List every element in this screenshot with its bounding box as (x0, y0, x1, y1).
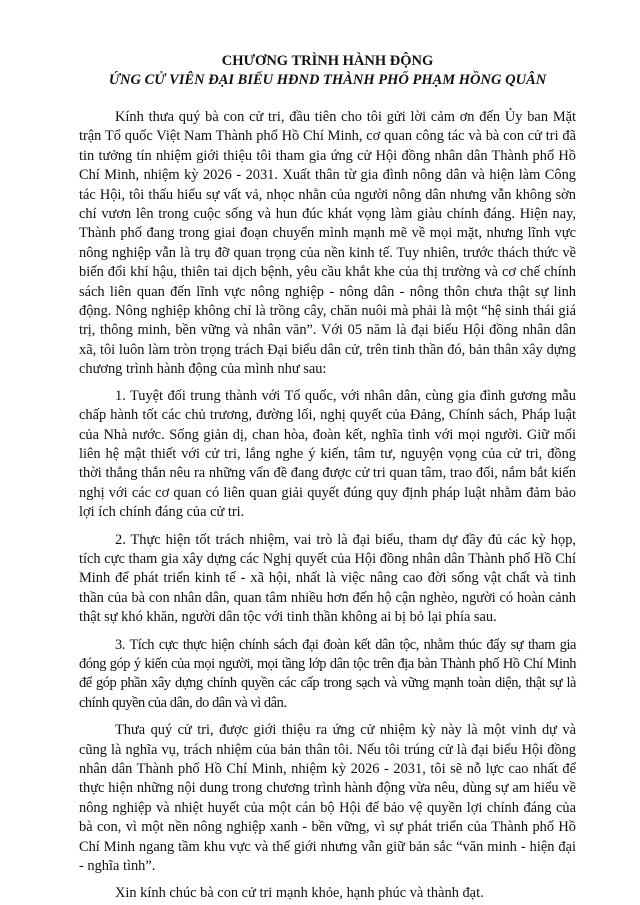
closing-paragraph: Thưa quý cử tri, được giới thiệu ra ứng cử nhiệm kỳ này là một vinh dự và cũng là nghĩa vụ, trách nhiệm của bản thân tôi. Nếu tôi trúng cử là đại biểu Hội đồng nhân dân Thành phố Hồ Chí Minh, nhiệm kỳ 2026 - 2031, tôi sẽ nỗ lực cao nhất để thực hiện những nội dung trong chương trình hành động vừa nêu, dùng sự am hiểu về nông nghiệp và nhiệt huyết của một cán bộ Hội để bảo vệ quyền lợi chính đáng của bà con, vì một nền nông nghiệp xanh - bền vững, vì sự phát triển của Thành phố Hồ Chí Minh ngang tầm khu vực và thế giới nhưng vẫn giữ bản sắc “văn minh - hiện đại - nghĩa tình”. (79, 722, 576, 875)
item-2-paragraph: 2. Thực hiện tốt trách nhiệm, vai trò là đại biểu, tham dự đầy đủ các kỳ họp, tích cực tham gia xây dựng các Nghị quyết của Hội đồng nhân dân Thành phố Hồ Chí Minh để phát triển kinh tế - xã hội, nhất là việc nâng cao đời sống vật chất và tinh thần của bà con nhân dân, quan tâm nhiều hơn đến hộ cận nghèo, người có hoàn cảnh thật sự khó khăn, người dân tộc với tinh thần không ai bị bỏ lại phía sau. (79, 531, 576, 626)
intro-paragraph: Kính thưa quý bà con cử tri, đầu tiên cho tôi gửi lời cảm ơn đến Ủy ban Mặt trận Tổ quốc Việt Nam Thành phố Hồ Chí Minh, cơ quan công tác và bà con cử tri đã tin tưởng tín nhiệm giới thiệu tôi tham gia ứng cử Hội đồng nhân dân Thành phố Hồ Chí Minh, nhiệm kỳ 2026 - 2031. Xuất thân từ gia đình nông dân và hiện làm Công tác Hội, tôi thấu hiểu sự vất vả, nhọc nhằn của người nông dân nhưng vẫn không sờn chí vươn lên trong cuộc sống và hun đúc khát vọng làm giàu chính đáng. Hiện nay, Thành phố đang trong giai đoạn chuyển mình mạnh mẽ về mọi mặt, nhưng lĩnh vực nông nghiệp vẫn là trụ đỡ quan trọng của nền kinh tế. Tuy nhiên, trước thách thức về biến đổi khí hậu, thiên tai dịch bệnh, yêu cầu khắt khe của thị trường và cơ chế chính sách liên quan đến lĩnh vực nông nghiệp - nông dân - nông thôn chưa thật sự linh động. Nông nghiệp không chỉ là trồng cây, chăn nuôi mà phải là một “hệ sinh thái giá trị, thông minh, bền vững và nhân văn”. Với 05 năm là đại biểu Hội đồng nhân dân xã, tôi luôn làm tròn trọng trách Đại biểu dân cử, trên tinh thần đó, bản thân xây dựng chương trình hành động của mình như sau: (79, 109, 576, 378)
item-1-paragraph: 1. Tuyệt đối trung thành với Tổ quốc, với nhân dân, cùng gia đình gương mẫu chấp hành tốt các chủ trương, đường lối, nghị quyết của Đảng, Chính sách, Pháp luật của Nhà nước. Sống giản dị, chan hòa, đoàn kết, nghĩa tình với mọi người. Giữ mối liên hệ mật thiết với cử tri, lắng nghe ý kiến, tâm tư, nguyện vọng của cử tri, đồng thời thẳng thắn nêu ra những vấn đề đang được cử tri quan tâm, trao đổi, nắm bắt kiến nghị với các cơ quan có liên quan giải quyết đúng quy định pháp luật nhằm đảm bảo lợi ích chính đáng của cử tri. (79, 387, 576, 521)
wishes-paragraph: Xin kính chúc bà con cử tri mạnh khỏe, hạnh phúc và thành đạt. (115, 885, 484, 902)
document-subtitle: ỨNG CỬ VIÊN ĐẠI BIỂU HĐND THÀNH PHỐ PHẠM HỒNG QUÂN (108, 72, 547, 88)
item-3-paragraph: 3. Tích cực thực hiện chính sách đại đoàn kết dân tộc, nhằm thúc đẩy sự tham gia đóng góp ý kiến của mọi người, mọi tầng lớp dân tộc trên địa bàn Thành phố Hồ Chí Minh để góp phần xây dựng chính quyền các cấp trong sạch và vững mạnh toàn diện, thật sự là chính quyền của dân, do dân và vì dân. (79, 636, 576, 711)
document-title: CHƯƠNG TRÌNH HÀNH ĐỘNG (221, 53, 434, 69)
